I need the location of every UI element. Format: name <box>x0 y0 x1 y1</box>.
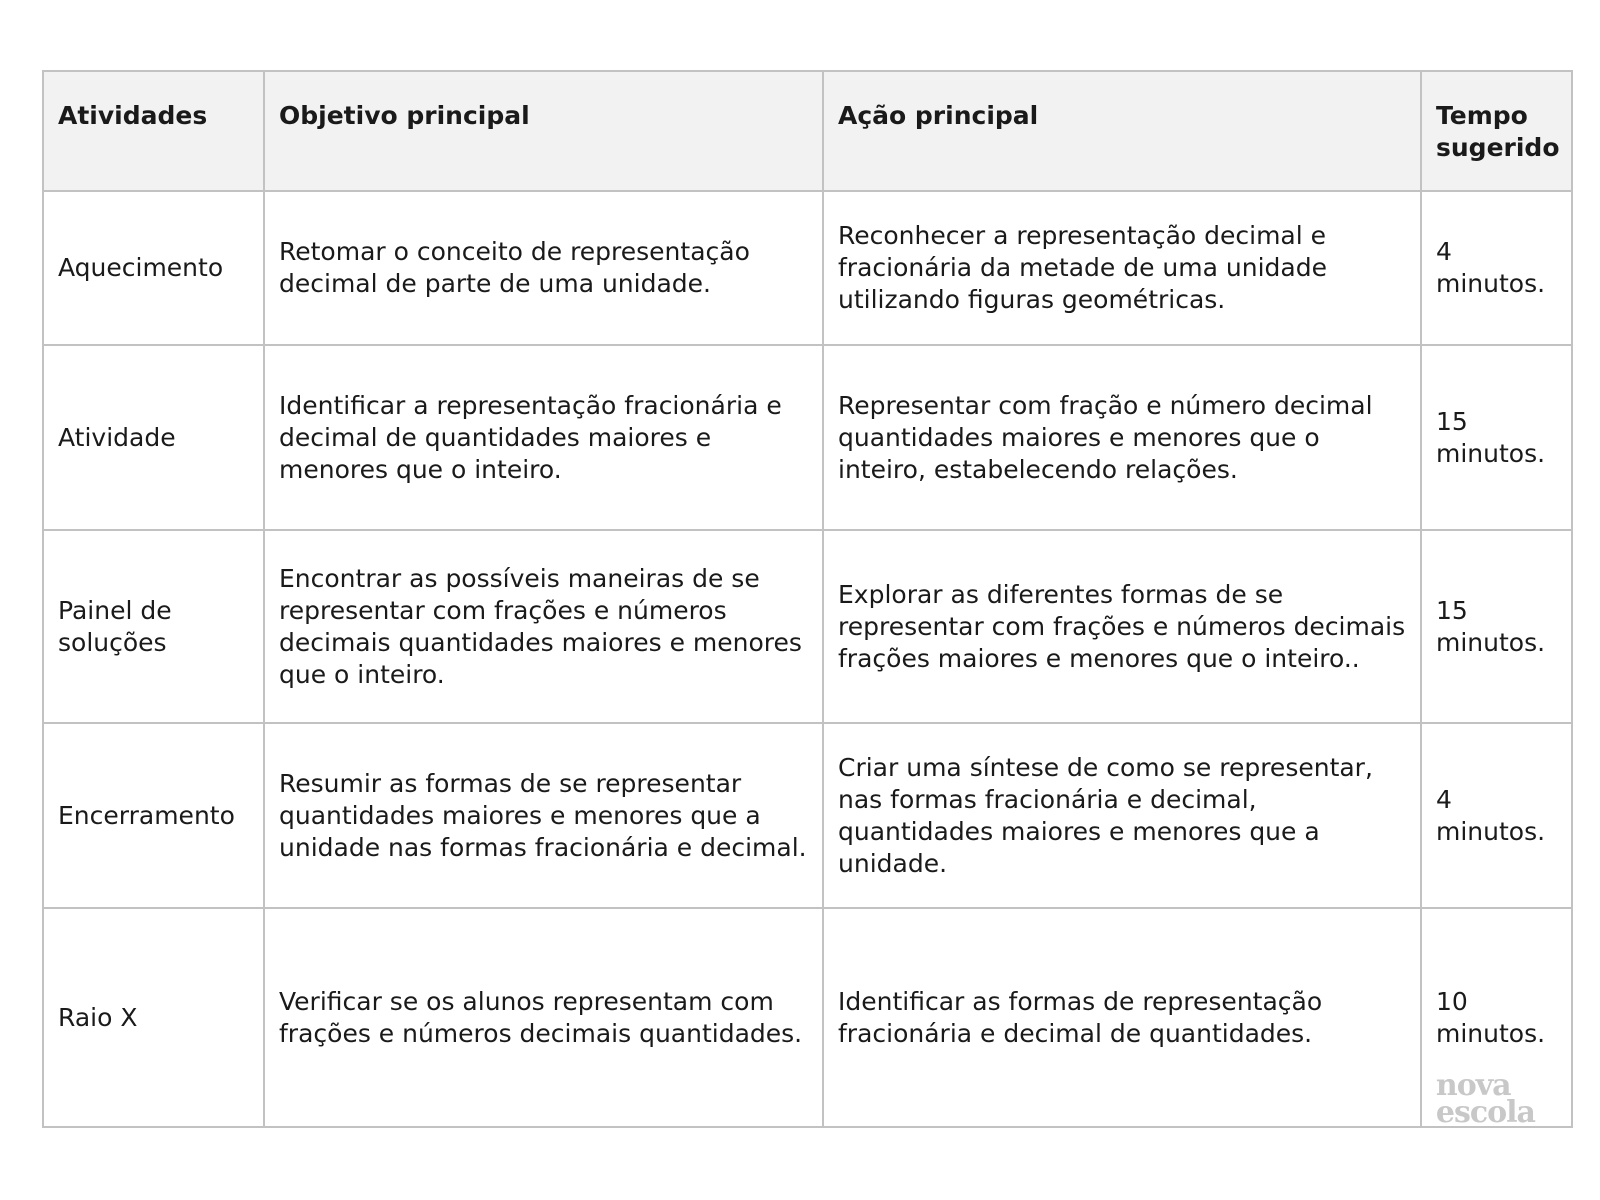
cell-objetivo: Retomar o conceito de representação decimal de parte de uma unidade. <box>264 191 823 345</box>
header-acao: Ação principal <box>823 71 1421 191</box>
table-row <box>43 191 1572 345</box>
header-atividades: Atividades <box>43 71 264 191</box>
cell-tempo: 15 minutos. <box>1421 530 1572 723</box>
cell-objetivo: Resumir as formas de se representar quantidades maiores e menores que a unidade nas formas fracionária e decimal. <box>264 723 823 908</box>
cell-acao: Identificar as formas de representação fracionária e decimal de quantidades. <box>823 908 1421 1127</box>
logo-line-nova: nova <box>1435 1068 1511 1103</box>
table-row <box>43 345 1572 530</box>
cell-acao: Reconhecer a representação decimal e fracionária da metade de uma unidade utilizando figuras geométricas. <box>823 191 1421 345</box>
cell-tempo: 4 minutos. <box>1421 191 1572 345</box>
table-row <box>43 530 1572 723</box>
table-row <box>43 723 1572 908</box>
header-tempo: Tempo sugerido <box>1421 71 1572 191</box>
cell-atividade: Raio X <box>43 908 264 1127</box>
cell-atividade: Aquecimento <box>43 191 264 345</box>
cell-objetivo: Encontrar as possíveis maneiras de se representar com frações e números decimais quantidades maiores e menores que o inteiro. <box>264 530 823 723</box>
cell-acao: Criar uma síntese de como se representar, nas formas fracionária e decimal, quantidades maiores e menores que a unidade. <box>823 723 1421 908</box>
nova-escola-logo <box>1435 1068 1535 1130</box>
cell-atividade: Atividade <box>43 345 264 530</box>
cell-objetivo: Verificar se os alunos representam com frações e números decimais quantidades. <box>264 908 823 1127</box>
cell-tempo: 15 minutos. <box>1421 345 1572 530</box>
cell-atividade: Painel de soluções <box>43 530 264 723</box>
table-header-row <box>43 71 1572 191</box>
table-row <box>43 908 1572 1127</box>
lesson-plan-table <box>42 70 1573 1128</box>
cell-objetivo: Identificar a representação fracionária e decimal de quantidades maiores e menores que o inteiro. <box>264 345 823 530</box>
cell-atividade: Encerramento <box>43 723 264 908</box>
logo-line-escola: escola <box>1435 1095 1535 1130</box>
cell-tempo <box>1421 908 1572 1130</box>
cell-acao: Explorar as diferentes formas de se representar com frações e números decimais frações maiores e menores que o inteiro.. <box>823 530 1421 723</box>
cell-tempo: 4 minutos. <box>1421 723 1572 908</box>
cell-tempo-text: 10 minutos. <box>1436 986 1546 1048</box>
header-objetivo: Objetivo principal <box>264 71 823 191</box>
cell-acao: Representar com fração e número decimal quantidades maiores e menores que o inteiro, estabelecendo relações. <box>823 345 1421 530</box>
